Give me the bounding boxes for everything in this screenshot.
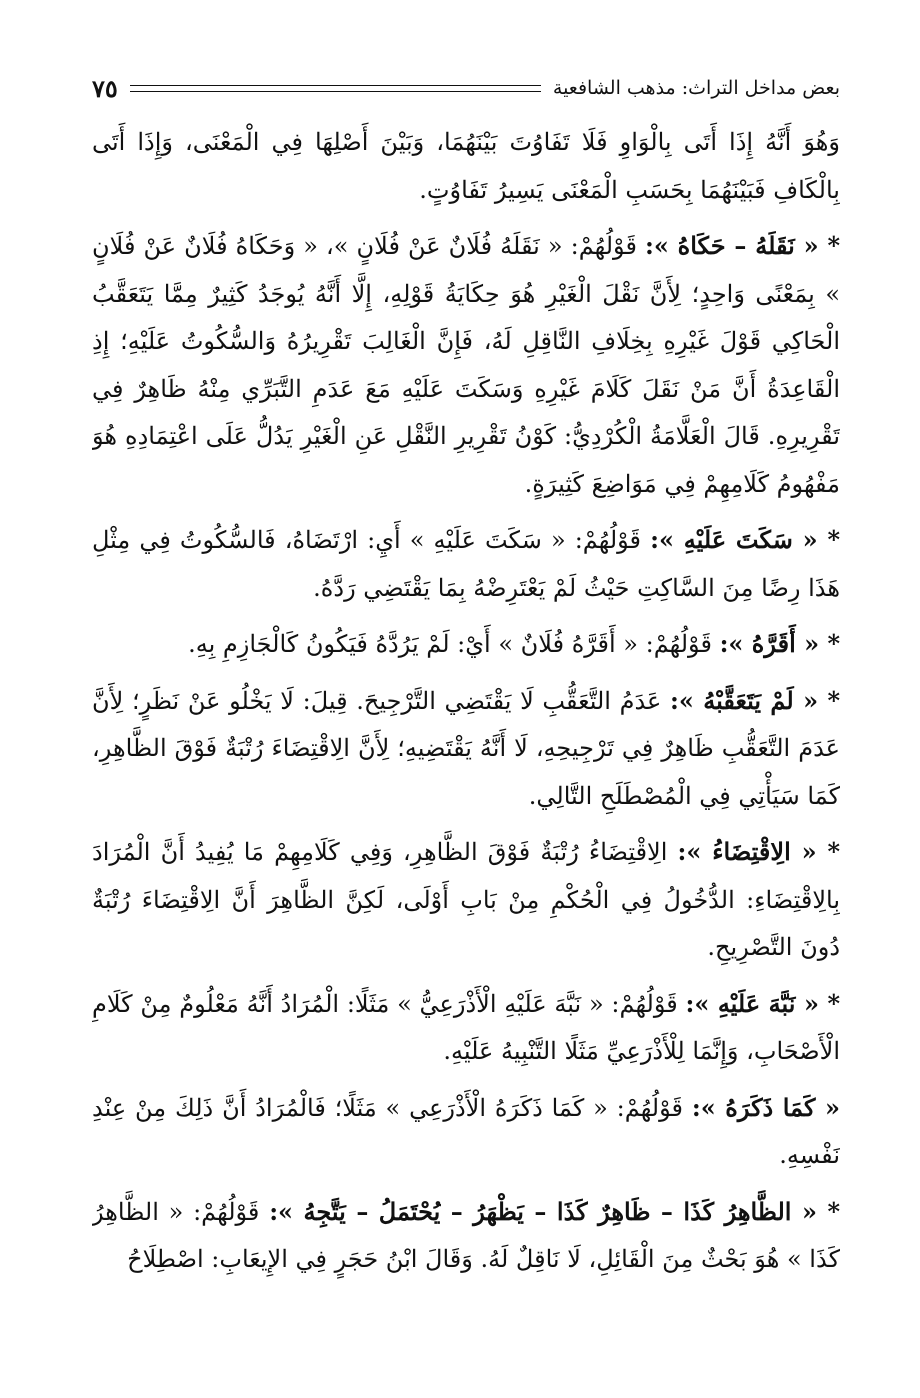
entry-text: عَدَمُ التَّعَقُّبِ لَا يَقْتَضِي التَّرْجِيحَ. قِيلَ: لَا يَخْلُو عَنْ نَظَرٍ؛ لِأَنَّ عَدَمَ التَّعَقُّبِ ظَاهِرٌ فِي تَرْجِيحِهِ، لَا أَنَّهُ يَقْتَضِيهِ؛ لِأَنَّ الِاقْتِضَاءَ رُتْبَةٌ فَوْقَ الظَّاهِرِ، كَمَا سَيَأْتِي فِي الْمُصْطَلَحِ التَّالِي. (92, 686, 840, 810)
entry-text: قَوْلُهُمْ: « سَكَتَ عَلَيْهِ » أَيِ: ارْتَضَاهُ، فَالسُّكُوتُ فِي مِثْلِ هَذَا رِضًا مِنَ السَّاكِتِ حَيْثُ لَمْ يَعْتَرِضْهُ بِمَا يَقْتَضِي رَدَّهُ. (92, 526, 840, 602)
entry-term: * « نَقَلَهُ – حَكَاهُ »: (645, 231, 840, 260)
page-number: ٧٥ (92, 73, 118, 103)
entry-text: الِاقْتِضَاءُ رُتْبَةٌ فَوْقَ الظَّاهِرِ، وَفِي كَلَامِهِمْ مَا يُفِيدُ أَنَّ الْمُرَادَ بِالِاقْتِضَاءِ: الدُّخُولُ فِي الْحُكْمِ مِنْ بَابِ أَوْلَى، لَكِنَّ الظَّاهِرَ أَنَّ الِاقْتِضَاءَ رُتْبَةٌ دُونَ التَّصْرِيحِ. (92, 838, 840, 961)
paragraph (92, 222, 840, 508)
entry-term: * « نَبَّهَ عَلَيْهِ »: (685, 988, 840, 1018)
paragraph (92, 980, 840, 1076)
entry-term: * « سَكَتَ عَلَيْهِ »: (650, 525, 840, 554)
entry-text: قَوْلُهُمْ: « أَقَرَّهُ فُلَانٌ » أَيْ: لَمْ يَرُدَّهُ فَيَكُونُ كَالْجَازِمِ بِهِ. (188, 630, 712, 658)
entry-term: * « لَمْ يَتَعَقَّبْهُ »: (670, 685, 840, 715)
paragraph (92, 828, 840, 972)
paragraph (92, 620, 840, 669)
running-title: بعض مداخل التراث: مذهب الشافعية (552, 77, 840, 99)
paragraph (92, 1188, 840, 1284)
entry-term: * « الظَّاهِرُ كَذَا – ظَاهِرٌ كَذَا – يَظْهَرُ – يُحْتَمَلُ – يَتَّجِهُ »: (269, 1196, 840, 1226)
paragraph (92, 118, 840, 214)
page-header (92, 70, 840, 106)
paragraph (92, 1084, 840, 1180)
entry-text: قَوْلُهُمْ: « كَمَا ذَكَرَهُ الْأَذْرَعِي » مَثَلًا؛ فَالْمُرَادُ أَنَّ ذَلِكَ مِنْ عِنْدِ نَفْسِهِ. (92, 1093, 840, 1169)
header-rule (130, 85, 541, 92)
entry-term: * « أَقَرَّهُ »: (719, 629, 840, 658)
entry-text: قَوْلُهُمْ: « الظَّاهِرُ كَذَا » هُوَ بَحْثٌ مِنَ الْقَائِلِ، لَا نَاقِلٌ لَهُ. وَقَالَ ابْنُ حَجَرٍ فِي الإِيعَابِ: اصْطِلَاحُ (92, 1197, 840, 1273)
paragraph (92, 516, 840, 612)
entry-text: وَهُوَ أَنَّهُ إِذَا أَتَى بِالْوَاوِ فَلَا تَفَاوُتَ بَيْنَهُمَا، وَبَيْنَ أَصْلِهَا فِي الْمَعْنَى، وَإِذَا أَتَى بِالْكَافِ فَبَيْنَهُمَا بِحَسَبِ الْمَعْنَى يَسِيرُ تَفَاوُتٍ. (92, 128, 840, 204)
page-body (92, 118, 840, 1358)
entry-text: قَوْلُهُمْ: « نَقَلَهُ فُلَانٌ عَنْ فُلَانٍ »، « وَحَكَاهُ فُلَانٌ عَنْ فُلَانٍ » بِمَعْنًى وَاحِدٍ؛ لِأَنَّ نَقْلَ الْغَيْرِ هُوَ حِكَايَةُ قَوْلِهِ، إِلَّا أَنَّهُ يُوجَدُ كَثِيرٌ مِمَّا يَتَعَقَّبُ الْحَاكِي قَوْلَ غَيْرِهِ بِخِلَافِ النَّاقِلِ لَهُ، فَإِنَّ الْغَالِبَ تَقْرِيرُهُ وَالسُّكُوتُ عَلَيْهِ؛ إِذِ الْقَاعِدَةُ أَنَّ مَنْ نَقَلَ كَلَامَ غَيْرِهِ وَسَكَتَ عَلَيْهِ مَعَ عَدَمِ التَّبَرِّي مِنْهُ ظَاهِرٌ فِي تَقْرِيرِهِ. قَالَ الْعَلَّامَةُ الْكُرْدِيُّ: كَوْنُ تَقْرِيرِ النَّقْلِ عَنِ الْغَيْرِ يَدُلُّ عَلَى اعْتِمَادِهِ هُوَ مَفْهُومُ كَلَامِهِمْ فِي مَوَاضِعَ كَثِيرَةٍ. (92, 232, 840, 498)
entry-term: « كَمَا ذَكَرَهُ »: (691, 1092, 840, 1122)
paragraph (92, 677, 840, 821)
entry-term: * « الِاقْتِضَاءُ »: (677, 837, 840, 866)
entry-text: قَوْلُهُمْ: « نَبَّهَ عَلَيْهِ الْأَذْرَعِيُّ » مَثَلًا: الْمُرَادُ أَنَّهُ مَعْلُومٌ مِنْ كَلَامِ الْأَصْحَابِ، وَإِنَّمَا لِلْأَذْرَعِيِّ مَثَلًا التَّنْبِيهُ عَلَيْهِ. (92, 989, 840, 1065)
